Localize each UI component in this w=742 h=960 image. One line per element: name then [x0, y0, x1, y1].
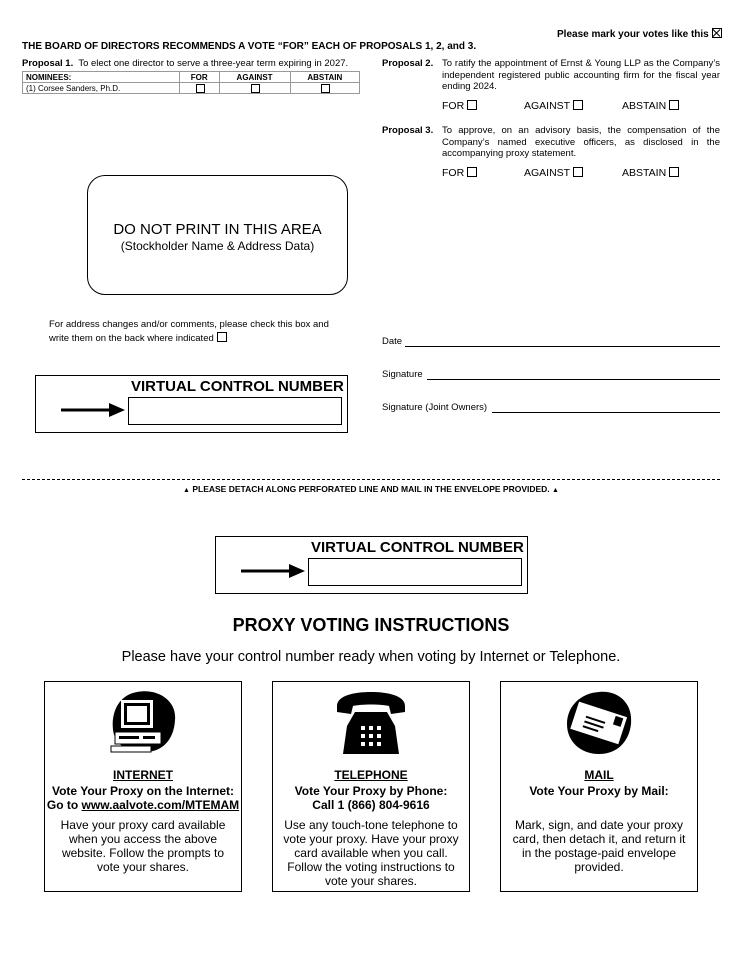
joint-signature-label: Signature (Joint Owners) — [382, 402, 488, 413]
date-field[interactable] — [405, 346, 720, 347]
arrow-right-icon — [241, 563, 307, 579]
envelope-icon — [563, 690, 635, 756]
abstain-label: ABSTAIN — [622, 100, 667, 112]
for-header: FOR — [180, 72, 220, 83]
for-label: FOR — [442, 167, 465, 179]
proposal-2-against-checkbox[interactable] — [573, 100, 583, 110]
signature-field[interactable] — [427, 379, 720, 380]
vcn-label: VIRTUAL CONTROL NUMBER — [311, 539, 524, 556]
virtual-control-number-box — [35, 375, 348, 433]
telephone-number: Call 1 (866) 804-9616 — [312, 798, 430, 812]
nominee-for-checkbox[interactable] — [196, 84, 205, 93]
proposal-3-against-checkbox[interactable] — [573, 167, 583, 177]
proposal-1 — [22, 58, 348, 69]
proposal-1-text: To elect one director to serve a three-year term expiring in 2027. — [78, 58, 349, 69]
date-label: Date — [382, 336, 403, 347]
abstain-header: ABSTAIN — [290, 72, 359, 83]
telephone-body: Use any touch-tone telephone to vote your proxy. Have your proxy card available when you call. Follow the voting instructions to vote your shares. — [283, 818, 459, 888]
abstain-label: ABSTAIN — [622, 167, 667, 179]
address-area — [87, 175, 348, 295]
internet-heading — [45, 784, 241, 812]
nominee-name: (1) Corsee Sanders, Ph.D. — [23, 83, 180, 94]
proposal-2-text: To ratify the appointment of Ernst & Young LLP as the Company’s independent registered public accounting firm for the fiscal year ending 2024. — [442, 58, 720, 92]
signature-label: Signature — [382, 369, 423, 380]
x-mark-icon — [712, 28, 722, 38]
triangle-up-icon: ▲ — [183, 487, 190, 494]
telephone-instructions — [272, 681, 470, 892]
computer-icon — [107, 690, 179, 756]
for-label: FOR — [442, 100, 465, 112]
telephone-icon — [333, 692, 409, 756]
do-not-print-subtitle: (Stockholder Name & Address Data) — [120, 239, 315, 253]
proposal-3-text: To approve, on an advisory basis, the compensation of the Company’s named executive officers, as disclosed in the accompanying proxy statement. — [442, 125, 720, 159]
mail-instructions — [500, 681, 698, 892]
arrow-right-icon — [61, 402, 127, 418]
telephone-heading — [273, 784, 469, 812]
mail-heading: Vote Your Proxy by Mail: — [529, 784, 669, 798]
proposal-3-label: Proposal 3. — [382, 125, 434, 136]
perforated-line — [22, 479, 720, 480]
proposal-3-abstain-checkbox[interactable] — [669, 167, 679, 177]
vcn-label: VIRTUAL CONTROL NUMBER — [131, 378, 344, 395]
proposal-3-for — [442, 167, 477, 179]
proposal-2-for-checkbox[interactable] — [467, 100, 477, 110]
proposal-2-label: Proposal 2. — [382, 58, 434, 69]
board-recommendation: THE BOARD OF DIRECTORS RECOMMENDS A VOTE “FOR” EACH OF PROPOSALS 1, 2, and 3. — [22, 41, 477, 52]
proposal-2-for — [442, 100, 477, 112]
vote-mark-text: Please mark your votes like this — [557, 29, 709, 40]
internet-title: INTERNET — [113, 768, 173, 782]
nominee-against-checkbox[interactable] — [251, 84, 260, 93]
table-row — [23, 83, 360, 94]
proposal-3-against — [524, 167, 583, 179]
mail-body: Mark, sign, and date your proxy card, then detach it, and return it in the postage-paid envelope provided. — [512, 818, 686, 874]
virtual-control-number-box — [215, 536, 528, 594]
instructions-subtitle: Please have your control number ready when voting by Internet or Telephone. — [121, 649, 621, 665]
voting-url-link[interactable]: www.aalvote.com/MTEMAM — [81, 798, 240, 812]
instructions-title: PROXY VOTING INSTRUCTIONS — [232, 615, 510, 635]
address-change-checkbox[interactable] — [217, 332, 227, 342]
internet-heading-line1: Vote Your Proxy on the Internet: — [51, 784, 235, 798]
vcn-input[interactable] — [128, 397, 342, 425]
nominees-table — [22, 71, 360, 94]
against-label: AGAINST — [524, 100, 571, 112]
vcn-input[interactable] — [308, 558, 522, 586]
proposal-2-abstain-checkbox[interactable] — [669, 100, 679, 110]
against-header: AGAINST — [219, 72, 290, 83]
address-change-line1: For address changes and/or comments, please check this box and — [49, 319, 329, 330]
detach-note — [0, 484, 742, 494]
mail-title: MAIL — [584, 768, 614, 782]
internet-goto: Go to — [46, 798, 79, 812]
proposal-2-against — [524, 100, 583, 112]
proposal-3-for-checkbox[interactable] — [467, 167, 477, 177]
internet-body: Have your proxy card available when you access the above website. Follow the prompts to vote your shares. — [60, 818, 226, 874]
joint-signature-field[interactable] — [492, 412, 720, 413]
nominees-header: NOMINEES: — [23, 72, 180, 83]
do-not-print-title: DO NOT PRINT IN THIS AREA — [113, 221, 322, 238]
detach-note-text: PLEASE DETACH ALONG PERFORATED LINE AND MAIL IN THE ENVELOPE PROVIDED. — [192, 484, 550, 494]
proposal-2-abstain — [622, 100, 679, 112]
nominee-abstain-checkbox[interactable] — [321, 84, 330, 93]
proposal-1-label: Proposal 1. — [22, 58, 74, 69]
internet-instructions — [44, 681, 242, 892]
triangle-up-icon: ▲ — [552, 487, 559, 494]
address-change-line2: write them on the back where indicated — [49, 333, 214, 344]
vote-mark-instruction — [557, 28, 722, 40]
against-label: AGAINST — [524, 167, 571, 179]
address-change-note — [49, 318, 329, 346]
telephone-heading-line1: Vote Your Proxy by Phone: — [294, 784, 448, 798]
telephone-title: TELEPHONE — [334, 768, 408, 782]
proposal-3-abstain — [622, 167, 679, 179]
